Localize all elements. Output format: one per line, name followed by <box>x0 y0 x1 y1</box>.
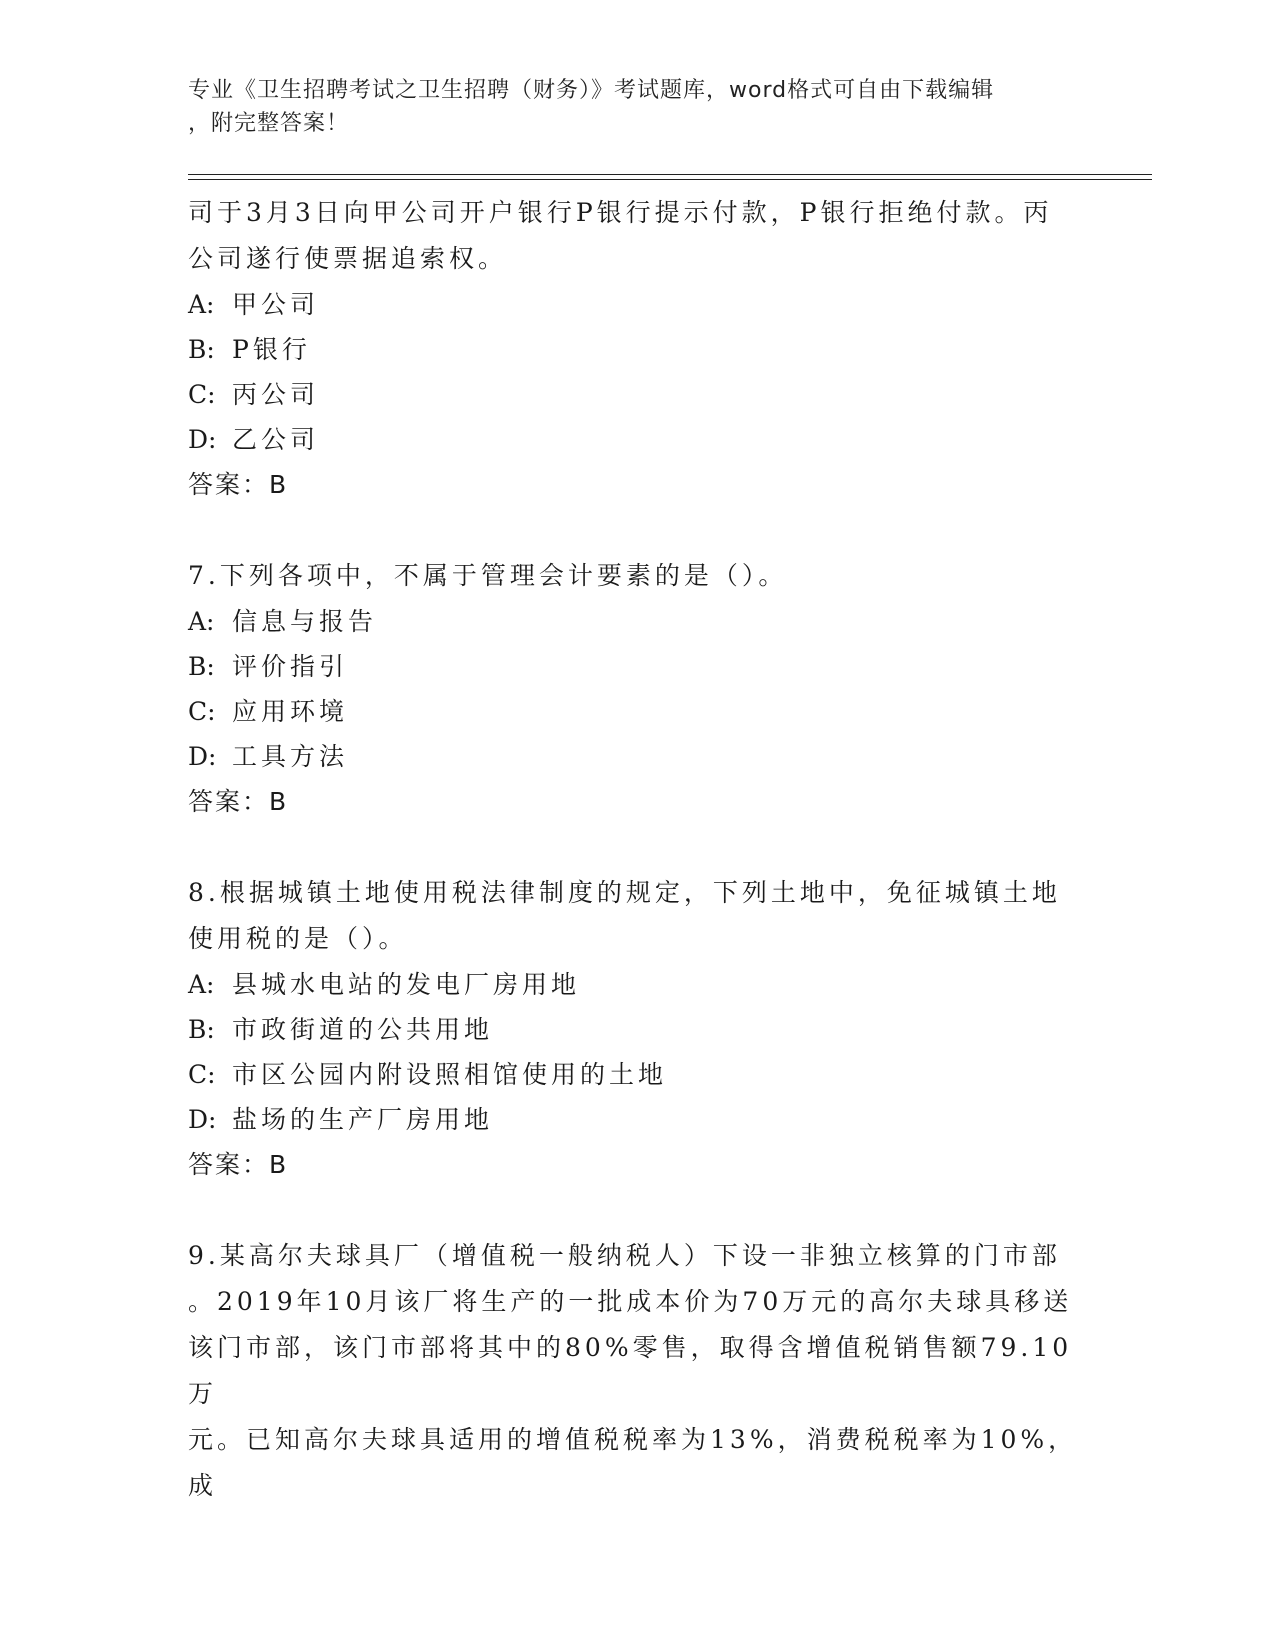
question-6 <box>188 190 1088 508</box>
question-9 <box>188 1233 1088 1509</box>
header-divider-bottom <box>188 179 1152 180</box>
option-b: B: P银行 <box>188 335 311 364</box>
header-title-line-1: 专业《卫生招聘考试之卫生招聘（财务）》考试题库，word格式可自由下载编辑 <box>188 78 995 103</box>
header-title-line-2: ，附完整答案！ <box>188 111 350 136</box>
option-a: A: 信息与报告 <box>188 607 378 636</box>
answer-label: 答案：B <box>188 1150 289 1179</box>
question-7 <box>188 553 1088 825</box>
answer-label: 答案：B <box>188 787 289 816</box>
question-text-line: 。2019年10月该厂将生产的一批成本价为70万元的高尔夫球具移送 <box>188 1287 1073 1316</box>
option-a: A: 县城水电站的发电厂房用地 <box>188 970 581 999</box>
question-text-line: 8.根据城镇土地使用税法律制度的规定，下列土地中，免征城镇土地 <box>188 878 1061 907</box>
question-text-line: 该门市部，该门市部将其中的80%零售，取得含增值税销售额79.10万 <box>188 1333 1073 1408</box>
header-divider-top <box>188 174 1152 175</box>
question-text-line: 7.下列各项中，不属于管理会计要素的是（）。 <box>188 561 788 590</box>
question-text-line: 元。已知高尔夫球具适用的增值税税率为13%，消费税税率为10%，成 <box>188 1425 1078 1500</box>
answer-label: 答案：B <box>188 470 289 499</box>
option-a: A: 甲公司 <box>188 290 320 319</box>
question-text-line: 9.某高尔夫球具厂（增值税一般纳税人）下设一非独立核算的门市部 <box>188 1241 1061 1270</box>
option-c: C: 丙公司 <box>188 380 320 409</box>
question-text-line: 司于3月3日向甲公司开户银行P银行提示付款，P银行拒绝付款。丙 <box>188 198 1053 227</box>
document-header <box>188 74 1088 140</box>
option-d: D: 工具方法 <box>188 742 349 771</box>
option-b: B: 评价指引 <box>188 652 349 681</box>
question-content <box>188 190 1088 1509</box>
option-c: C: 市区公园内附设照相馆使用的土地 <box>188 1060 668 1089</box>
option-b: B: 市政街道的公共用地 <box>188 1015 494 1044</box>
question-8 <box>188 870 1088 1188</box>
question-text-line: 使用税的是（）。 <box>188 924 408 953</box>
option-d: D: 盐场的生产厂房用地 <box>188 1105 494 1134</box>
option-c: C: 应用环境 <box>188 697 349 726</box>
question-text-line: 公司遂行使票据追索权。 <box>188 244 508 273</box>
option-d: D: 乙公司 <box>188 425 320 454</box>
